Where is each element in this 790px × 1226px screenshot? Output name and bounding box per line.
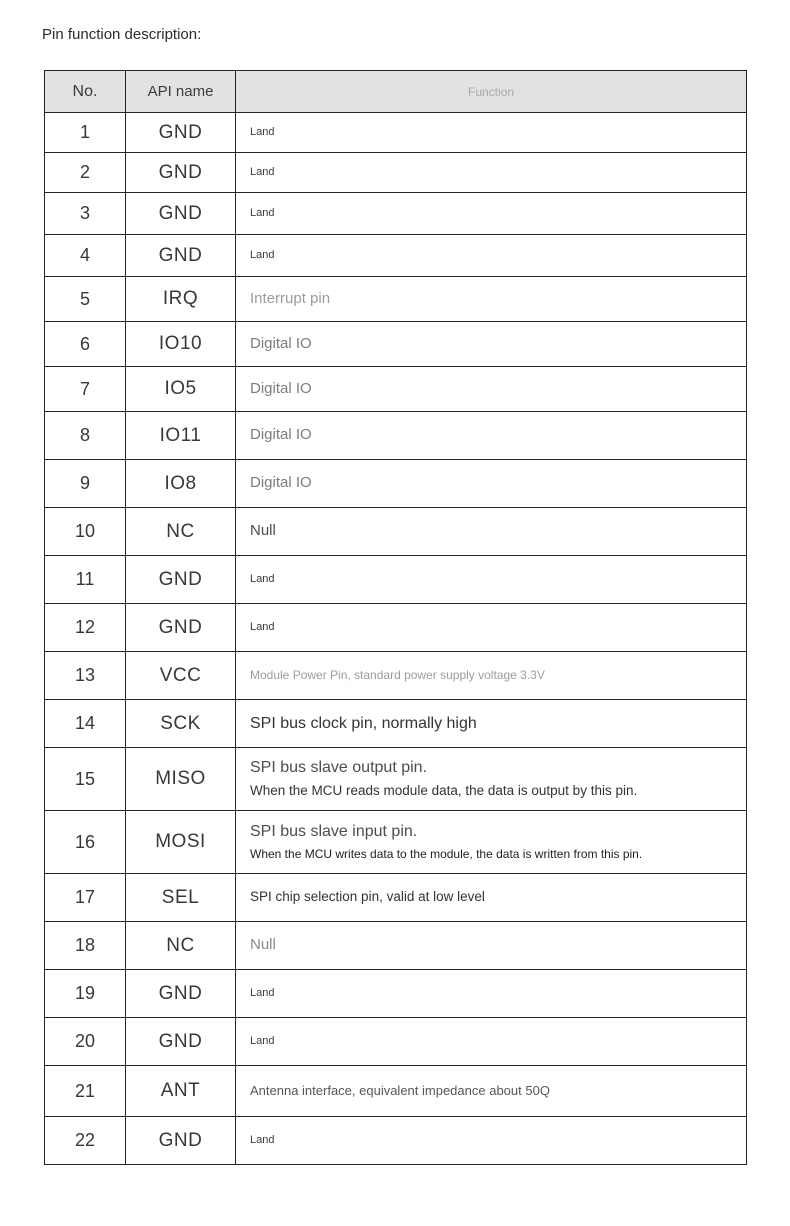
function-line: SPI bus slave input pin. — [250, 823, 418, 840]
cell-api-name: IO11 — [126, 412, 236, 460]
table-row — [45, 922, 747, 970]
cell-pin-number: 16 — [45, 811, 126, 874]
function-line: Digital IO — [250, 426, 312, 444]
cell-function — [236, 193, 747, 235]
pin-function-table — [44, 70, 747, 1165]
cell-pin-number: 6 — [45, 322, 126, 367]
table-row — [45, 748, 747, 811]
cell-function — [236, 652, 747, 700]
column-header-no: No. — [45, 71, 126, 113]
cell-pin-number: 14 — [45, 700, 126, 748]
function-line: When the MCU writes data to the module, the data is written from this pin. — [250, 847, 643, 861]
table-row — [45, 556, 747, 604]
cell-pin-number: 8 — [45, 412, 126, 460]
column-header-function: Function — [236, 71, 747, 113]
function-line: Land — [250, 125, 275, 138]
table-row — [45, 652, 747, 700]
cell-function — [236, 811, 747, 874]
table-row — [45, 1018, 747, 1066]
cell-pin-number: 4 — [45, 235, 126, 277]
cell-api-name: IRQ — [126, 277, 236, 322]
function-line: Land — [250, 1034, 275, 1047]
cell-function — [236, 1117, 747, 1165]
function-line: Module Power Pin, standard power supply voltage 3.3V — [250, 668, 545, 682]
cell-pin-number: 5 — [45, 277, 126, 322]
cell-api-name: GND — [126, 1117, 236, 1165]
page-title: Pin function description: — [42, 26, 202, 43]
cell-function — [236, 367, 747, 412]
column-header-api-name: API name — [126, 71, 236, 113]
function-line: SPI bus slave output pin. — [250, 759, 427, 777]
table-row — [45, 153, 747, 193]
table-row — [45, 700, 747, 748]
cell-api-name: GND — [126, 1018, 236, 1066]
function-line: Antenna interface, equivalent impedance about 50Q — [250, 1082, 550, 1098]
cell-pin-number: 19 — [45, 970, 126, 1018]
table-row — [45, 508, 747, 556]
cell-function — [236, 460, 747, 508]
cell-pin-number: 15 — [45, 748, 126, 811]
cell-api-name: GND — [126, 970, 236, 1018]
table-row — [45, 113, 747, 153]
table-row — [45, 412, 747, 460]
cell-api-name: IO8 — [126, 460, 236, 508]
cell-function — [236, 1066, 747, 1117]
cell-pin-number: 1 — [45, 113, 126, 153]
cell-function — [236, 412, 747, 460]
cell-api-name: NC — [126, 508, 236, 556]
table-row — [45, 604, 747, 652]
cell-api-name: GND — [126, 193, 236, 235]
function-line: Digital IO — [250, 474, 312, 492]
table-row — [45, 322, 747, 367]
cell-function — [236, 235, 747, 277]
cell-function — [236, 113, 747, 153]
cell-function — [236, 1018, 747, 1066]
table-row — [45, 193, 747, 235]
cell-pin-number: 13 — [45, 652, 126, 700]
cell-pin-number: 22 — [45, 1117, 126, 1165]
function-line: When the MCU reads module data, the data is output by this pin. — [250, 783, 638, 799]
cell-pin-number: 21 — [45, 1066, 126, 1117]
function-line: SPI chip selection pin, valid at low level — [250, 889, 485, 905]
cell-pin-number: 11 — [45, 556, 126, 604]
function-line: Land — [250, 206, 275, 219]
cell-pin-number: 7 — [45, 367, 126, 412]
cell-function — [236, 748, 747, 811]
table-row — [45, 970, 747, 1018]
function-line: Land — [250, 165, 275, 178]
table-row — [45, 235, 747, 277]
cell-api-name: VCC — [126, 652, 236, 700]
cell-pin-number: 20 — [45, 1018, 126, 1066]
cell-function — [236, 970, 747, 1018]
cell-function — [236, 277, 747, 322]
cell-function — [236, 322, 747, 367]
cell-pin-number: 18 — [45, 922, 126, 970]
function-line: Land — [250, 620, 275, 633]
cell-pin-number: 9 — [45, 460, 126, 508]
cell-function — [236, 604, 747, 652]
cell-api-name: GND — [126, 235, 236, 277]
function-line: Land — [250, 986, 275, 999]
cell-function — [236, 874, 747, 922]
function-line: Land — [250, 1133, 275, 1146]
cell-api-name: IO5 — [126, 367, 236, 412]
cell-api-name: GND — [126, 556, 236, 604]
function-line: Land — [250, 248, 275, 261]
function-line: SPI bus clock pin, normally high — [250, 714, 477, 732]
cell-function — [236, 153, 747, 193]
cell-pin-number: 2 — [45, 153, 126, 193]
cell-api-name: NC — [126, 922, 236, 970]
cell-function — [236, 922, 747, 970]
table-row — [45, 460, 747, 508]
cell-api-name: MISO — [126, 748, 236, 811]
function-line: Null — [250, 936, 276, 954]
cell-api-name: GND — [126, 604, 236, 652]
function-line: Null — [250, 522, 276, 540]
table-header-row — [45, 71, 747, 113]
table-row — [45, 874, 747, 922]
function-line: Digital IO — [250, 379, 312, 397]
cell-api-name: GND — [126, 113, 236, 153]
function-line: Interrupt pin — [250, 289, 331, 307]
cell-pin-number: 3 — [45, 193, 126, 235]
cell-pin-number: 17 — [45, 874, 126, 922]
function-line: Land — [250, 572, 275, 585]
table-row — [45, 1117, 747, 1165]
table-row — [45, 277, 747, 322]
cell-api-name: IO10 — [126, 322, 236, 367]
function-line: Digital IO — [250, 334, 312, 352]
cell-api-name: SEL — [126, 874, 236, 922]
cell-function — [236, 700, 747, 748]
cell-api-name: SCK — [126, 700, 236, 748]
cell-pin-number: 10 — [45, 508, 126, 556]
table-row — [45, 811, 747, 874]
cell-api-name: GND — [126, 153, 236, 193]
cell-api-name: ANT — [126, 1066, 236, 1117]
table-row — [45, 367, 747, 412]
cell-api-name: MOSI — [126, 811, 236, 874]
table-body — [45, 113, 747, 1165]
cell-pin-number: 12 — [45, 604, 126, 652]
table-row — [45, 1066, 747, 1117]
cell-function — [236, 508, 747, 556]
cell-function — [236, 556, 747, 604]
